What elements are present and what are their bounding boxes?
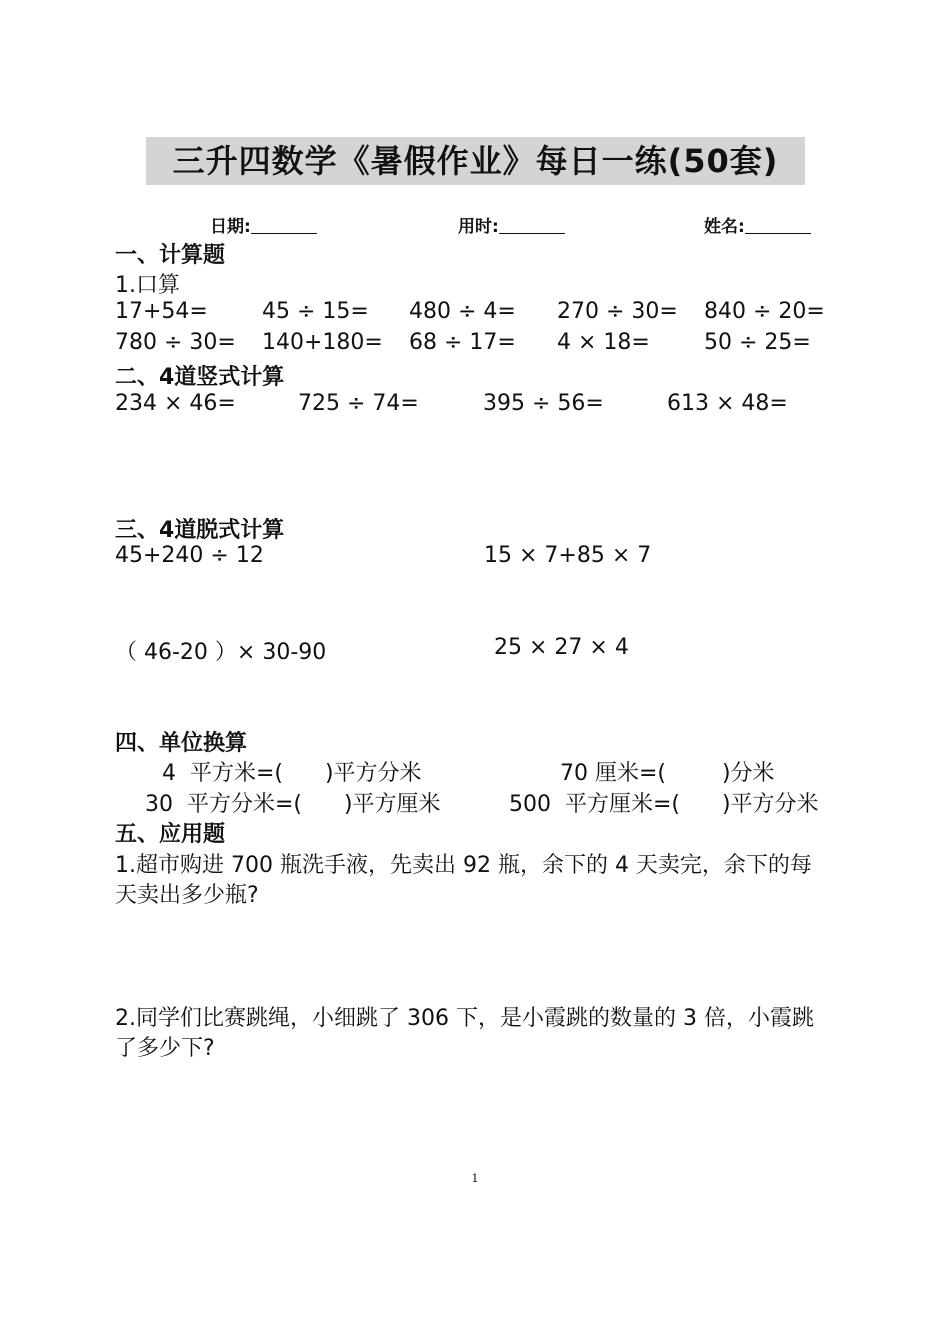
subsection-mental-math: 1.口算 (115, 273, 180, 298)
mental-problem: 50 ÷ 25= (704, 330, 811, 355)
vertical-problem: 725 ÷ 74= (298, 391, 419, 416)
time-label: 用时: (458, 217, 499, 237)
vertical-problem: 613 × 48= (667, 391, 788, 416)
stepwise-problem: 15 × 7+85 × 7 (484, 543, 652, 568)
time-field (458, 212, 565, 237)
mental-problem: 17+54= (115, 299, 208, 324)
mental-problem: 140+180= (262, 330, 383, 355)
page-number: 1 (471, 1172, 479, 1185)
section-heading-calculation: 一、计算题 (115, 243, 226, 268)
date-label: 日期: (210, 217, 251, 237)
section-heading-stepwise: 三、4道脱式计算 (115, 518, 285, 543)
stepwise-problem: （ 46-20 ）× 30-90 (115, 640, 327, 665)
stepwise-problem: 45+240 ÷ 12 (115, 543, 264, 568)
section-heading-vertical: 二、4道竖式计算 (115, 365, 285, 390)
word-problem-line: 天卖出多少瓶? (115, 883, 259, 908)
unit-problem: 4 平方米=( )平方分米 (162, 761, 422, 786)
page-title: 三升四数学《暑假作业》每日一练(50套) (146, 137, 805, 185)
stepwise-problem: 25 × 27 × 4 (494, 635, 629, 660)
word-problem-line: 1.超市购进 700 瓶洗手液，先卖出 92 瓶，余下的 4 天卖完，余下的每 (115, 853, 812, 878)
date-blank (251, 216, 317, 234)
mental-problem: 480 ÷ 4= (409, 299, 516, 324)
unit-problem: 70 厘米=( )分米 (560, 761, 775, 786)
section-heading-units: 四、单位换算 (115, 731, 248, 756)
mental-problem: 780 ÷ 30= (115, 330, 236, 355)
word-problem-line: 2.同学们比赛跳绳，小细跳了 306 下，是小霞跳的数量的 3 倍，小霞跳 (115, 1006, 814, 1031)
name-field (704, 212, 811, 237)
time-blank (499, 216, 565, 234)
mental-problem: 270 ÷ 30= (557, 299, 678, 324)
mental-problem: 68 ÷ 17= (409, 330, 516, 355)
mental-problem: 45 ÷ 15= (262, 299, 369, 324)
unit-problem: 500 平方厘米=( )平方分米 (509, 792, 819, 817)
date-field (210, 212, 317, 237)
vertical-problem: 234 × 46= (115, 391, 236, 416)
unit-problem: 30 平方分米=( )平方厘米 (145, 792, 441, 817)
mental-problem: 840 ÷ 20= (704, 299, 825, 324)
mental-problem: 4 × 18= (557, 330, 650, 355)
name-blank (745, 216, 811, 234)
word-problem-line: 了多少下? (115, 1036, 215, 1061)
vertical-problem: 395 ÷ 56= (483, 391, 604, 416)
name-label: 姓名: (704, 217, 745, 237)
section-heading-word-problems: 五、应用题 (115, 822, 226, 847)
